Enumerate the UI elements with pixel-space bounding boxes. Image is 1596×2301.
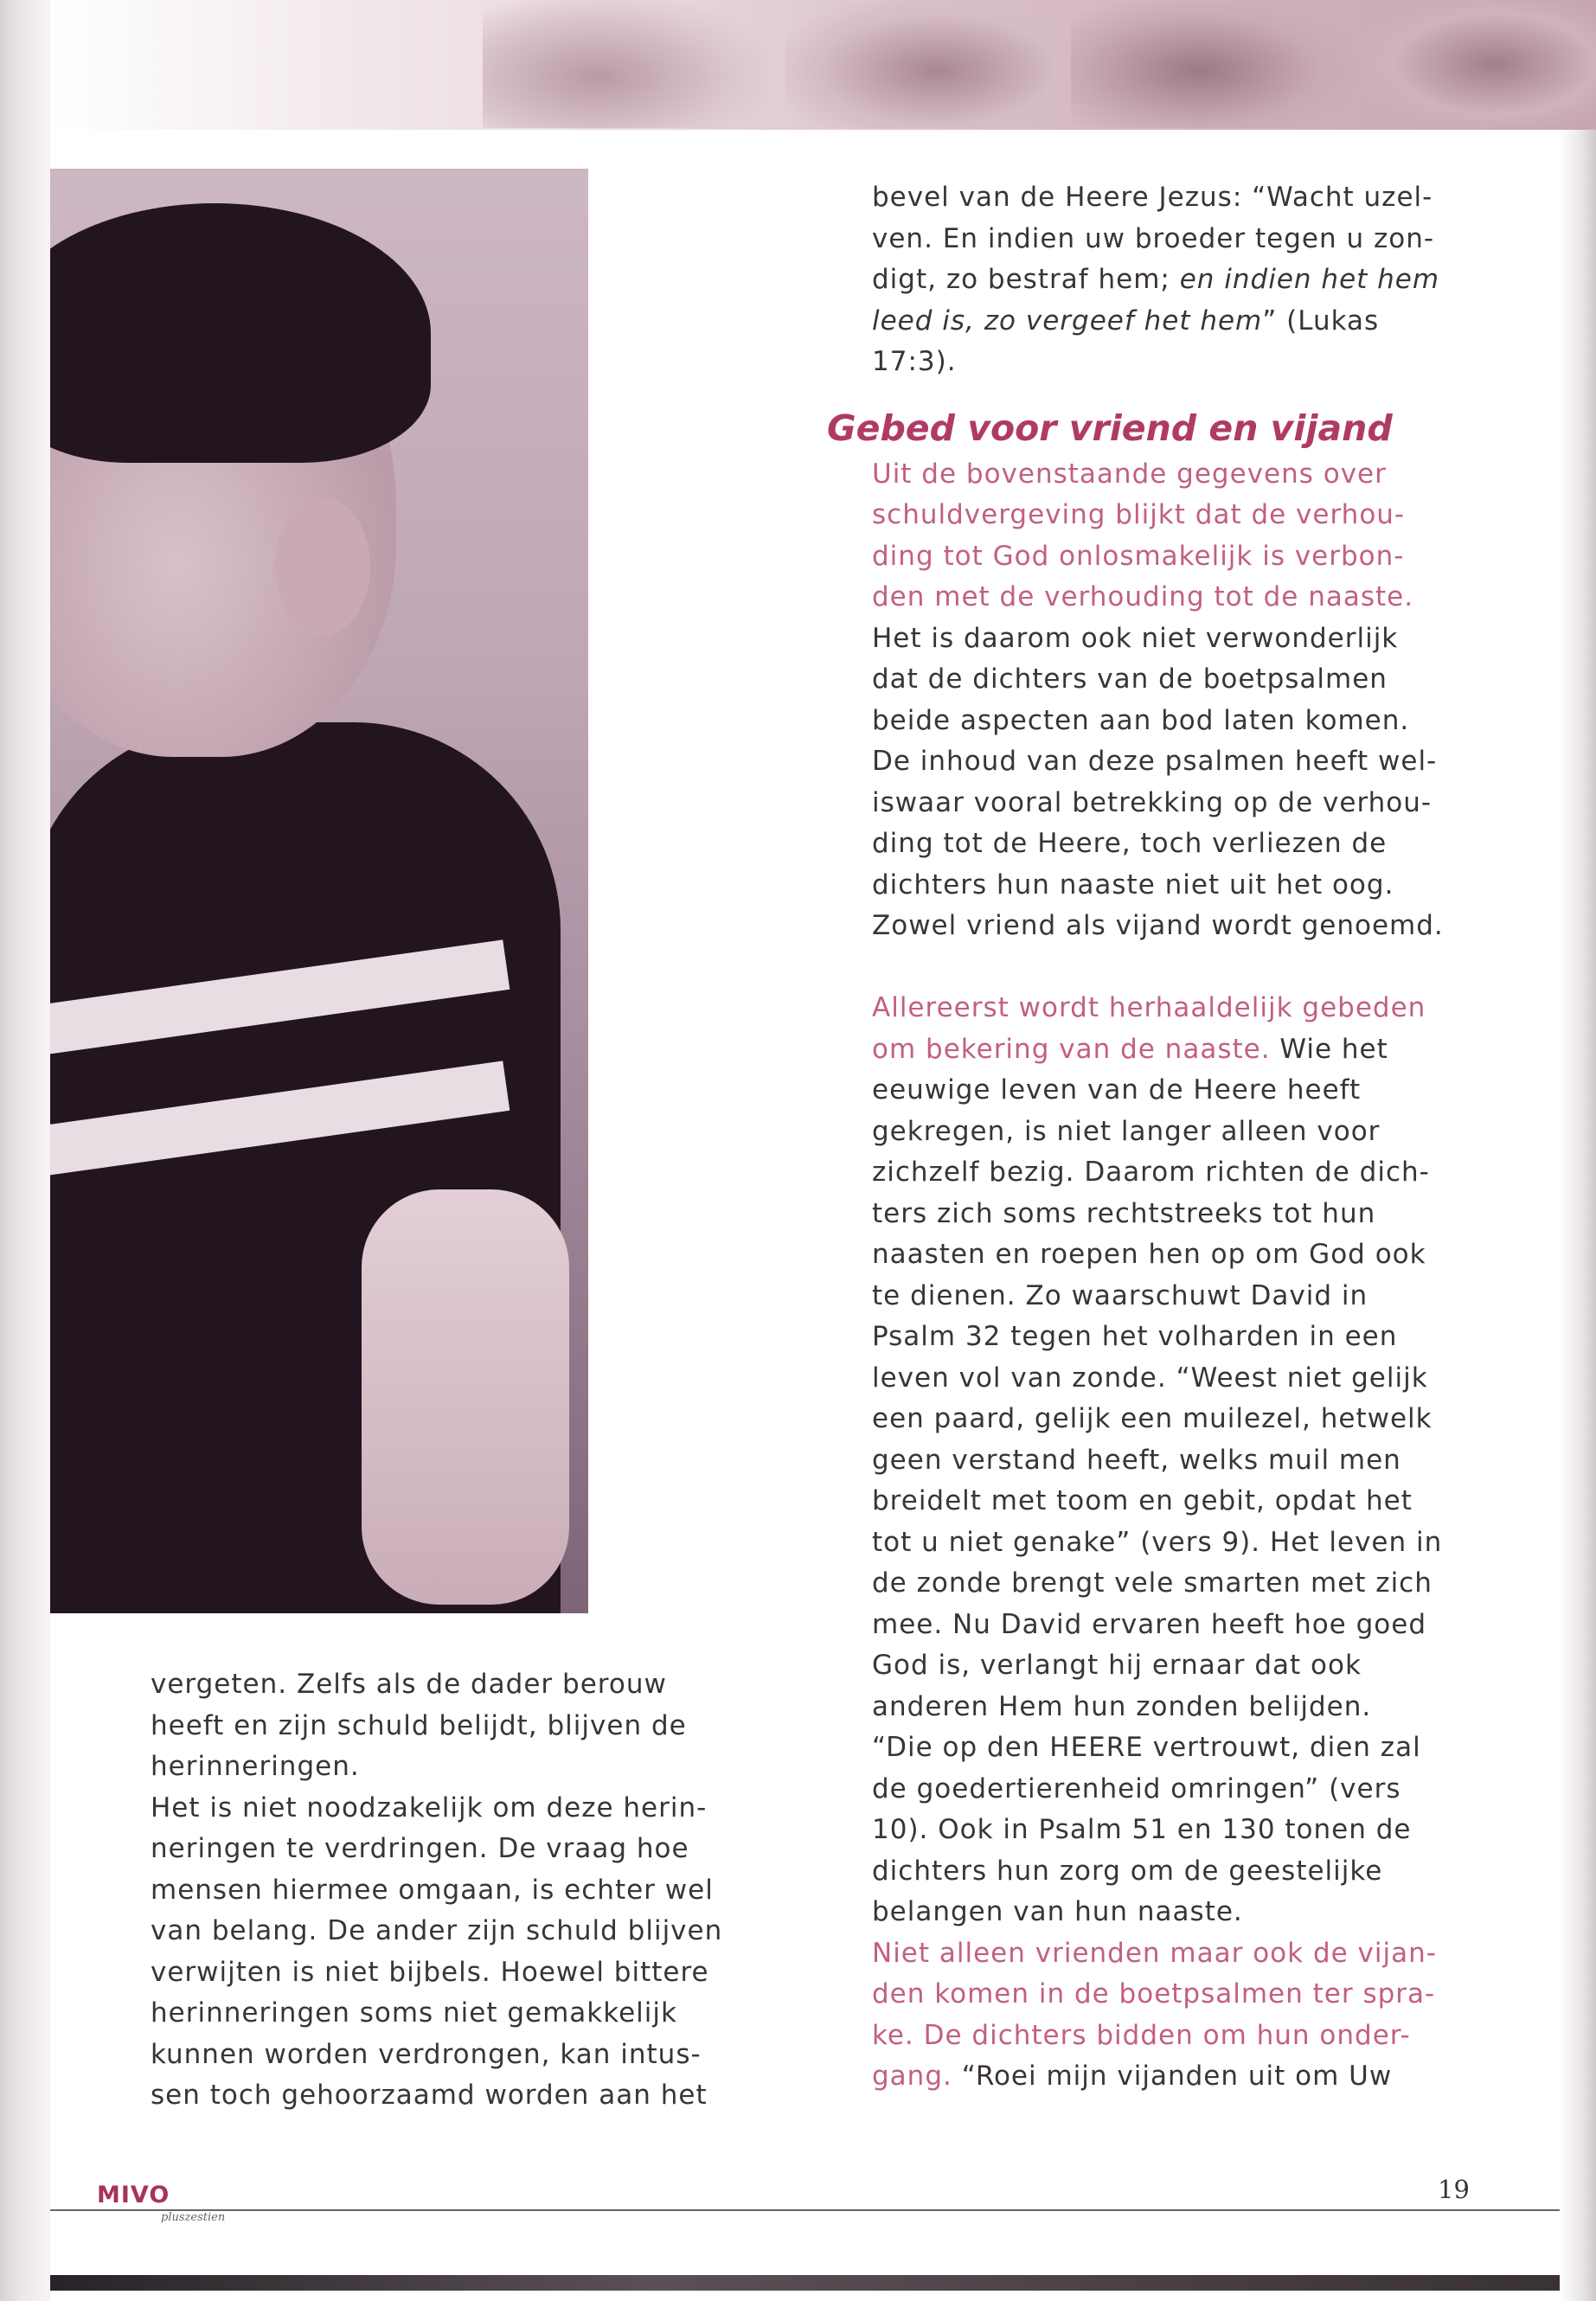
text-line: neringen te verdringen. De vraag hoe <box>151 1833 689 1864</box>
text-line: dichters hun naaste niet uit het oog. <box>872 868 1394 901</box>
header-photo-strip <box>50 0 1596 130</box>
bottom-scan-band <box>50 2275 1560 2291</box>
text-segment: “Roei mijn vijanden uit om Uw <box>952 2061 1393 2092</box>
text-line: ters zich soms rechtstreeks tot hun <box>872 1197 1376 1229</box>
text-line: De inhoud van deze psalmen heeft wel- <box>872 746 1438 777</box>
text-line: een paard, gelijk een muilezel, hetwelk <box>872 1403 1433 1434</box>
paragraph-spacer <box>872 947 1512 989</box>
text-line: van belang. De ander zijn schuld blijven <box>151 1915 723 1946</box>
footer-rule <box>50 2209 1560 2211</box>
page-number: 19 <box>1438 2175 1470 2204</box>
highlight-line: ding tot God onlosmakelijk is verbon- <box>872 540 1405 572</box>
highlight-line: Uit de bovenstaande gegevens over <box>872 458 1387 490</box>
highlight-segment: om bekering van de naaste. <box>872 1033 1271 1065</box>
text-line: bevel van de Heere Jezus: “Wacht uzel- <box>872 182 1433 213</box>
text-segment: Wie het <box>1270 1033 1388 1065</box>
mivo-logo-subtitle: pluszestien <box>161 2211 226 2224</box>
highlight-line: ke. De dichters bidden om hun onder- <box>872 2019 1411 2051</box>
text-line: naasten en roepen hen op om God ook <box>872 1239 1426 1270</box>
text-line: “Die op den HEERE vertrouwt, dien zal <box>872 1732 1421 1763</box>
mivo-logo: MIVO <box>97 2182 170 2208</box>
text-line: verwijten is niet bijbels. Hoewel bittere <box>151 1956 709 1988</box>
man-in-sweater-photo <box>50 169 588 1613</box>
header-face-photo <box>1365 0 1596 128</box>
text-line: 10). Ook in Psalm 51 en 130 tonen de <box>872 1814 1412 1845</box>
text-line: de goedertierenheid omringen” (vers <box>872 1772 1401 1804</box>
text-segment: digt, zo bestraf hem; <box>872 264 1180 295</box>
text-line: tot u niet genake” (vers 9). Het leven in <box>872 1526 1443 1558</box>
text-line: breidelt met toom en gebit, opdat het <box>872 1485 1413 1516</box>
text-line: 17:3). <box>872 346 957 377</box>
text-line: Zowel vriend als vijand wordt genoemd. <box>872 910 1444 941</box>
text-line: herinneringen soms niet gemakkelijk <box>151 1997 677 2029</box>
text-line: Het is niet noodzakelijk om deze herin- <box>151 1791 708 1823</box>
text-line: Het is daarom ook niet verwonderlijk <box>872 622 1399 654</box>
text-line: gekregen, is niet langer alleen voor <box>872 1115 1381 1147</box>
text-line: herinneringen. <box>151 1751 360 1782</box>
right-text-column <box>827 177 1512 2098</box>
text-line: mensen hiermee omgaan, is echter wel <box>151 1874 714 1906</box>
highlight-segment: gang. <box>872 2061 952 2092</box>
text-line: Psalm 32 tegen het volharden in een <box>872 1321 1398 1352</box>
text-line: zichzelf bezig. Daarom richten de dich- <box>872 1157 1430 1188</box>
italic-quote: en indien het hem <box>1179 264 1440 295</box>
photo-ear <box>275 497 370 636</box>
text-line: vergeten. Zelfs als de dader berouw <box>151 1669 667 1700</box>
text-line: eeuwige leven van de Heere heeft <box>872 1074 1362 1106</box>
text-line: de zonde brengt vele smarten met zich <box>872 1567 1433 1599</box>
highlight-line: den met de verhouding tot de naaste. <box>872 581 1414 612</box>
text-line <box>872 260 1512 301</box>
left-text-column <box>151 1664 808 2117</box>
text-line: heeft en zijn schuld belijdt, blijven de <box>151 1709 687 1741</box>
text-line: sen toch gehoorzaamd worden aan het <box>151 2080 708 2111</box>
text-line: ding tot de Heere, toch verliezen de <box>872 828 1388 859</box>
header-face-photo <box>785 0 1062 128</box>
highlight-line: schuldvergeving blijkt dat de verhou- <box>872 499 1406 530</box>
text-line <box>872 1029 1512 1071</box>
text-line: leven vol van zonde. “Weest niet gelijk <box>872 1362 1428 1394</box>
header-face-photo <box>483 0 768 128</box>
text-line: iswaar vooral betrekking op de verhou- <box>872 786 1433 818</box>
highlight-line: Niet alleen vrienden maar ook de vijan- <box>872 1937 1437 1969</box>
text-line: ven. En indien uw broeder tegen u zon- <box>872 222 1435 254</box>
text-line: dichters hun zorg om de geestelijke <box>872 1855 1383 1887</box>
text-line: kunnen worden verdrongen, kan intus- <box>151 2038 702 2070</box>
text-line: geen verstand heeft, welks muil men <box>872 1444 1401 1476</box>
text-segment: ” (Lukas <box>1262 304 1380 336</box>
text-line <box>872 2056 1512 2098</box>
text-line: anderen Hem hun zonden belijden. <box>872 1690 1372 1722</box>
page-binding-edge <box>0 0 50 2301</box>
header-face-photo <box>1071 0 1356 128</box>
text-line: te dienen. Zo waarschuwt David in <box>872 1279 1368 1311</box>
text-line: belangen van hun naaste. <box>872 1896 1243 1927</box>
italic-quote: leed is, zo vergeef het hem <box>872 304 1263 336</box>
text-line: dat de dichters van de boetpsalmen <box>872 663 1388 695</box>
text-line: mee. Nu David ervaren heeft hoe goed <box>872 1608 1426 1640</box>
highlight-line: Allereerst wordt herhaaldelijk gebeden <box>872 992 1426 1023</box>
section-heading: Gebed voor vriend en vijand <box>827 407 1393 449</box>
photo-clasped-hands <box>362 1189 569 1605</box>
page-right-edge <box>1560 130 1596 2301</box>
highlight-line: den komen in de boetpsalmen ter spra- <box>872 1978 1436 2009</box>
text-line: God is, verlangt hij ernaar dat ook <box>872 1650 1362 1681</box>
text-line: beide aspecten aan bod laten komen. <box>872 704 1410 736</box>
text-line <box>872 301 1512 343</box>
